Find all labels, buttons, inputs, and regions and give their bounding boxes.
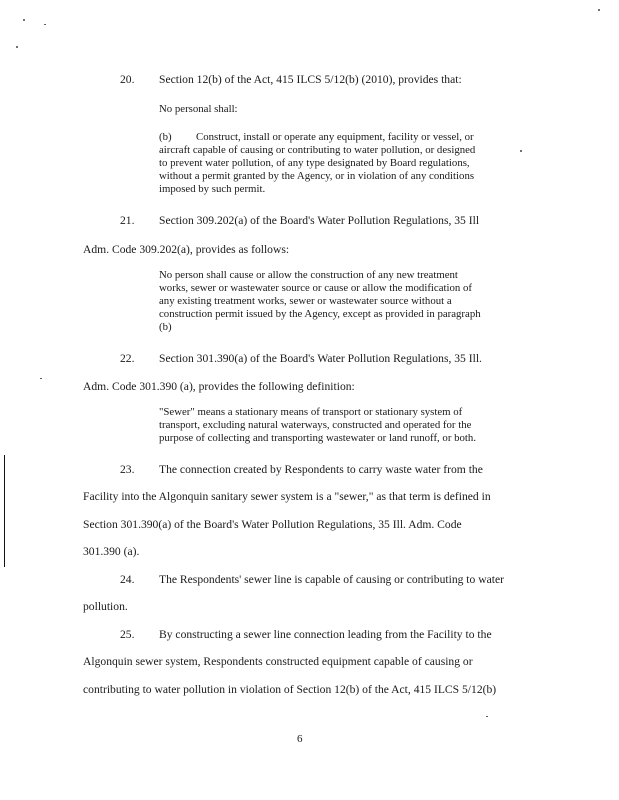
paragraph-number: 21. [120, 214, 135, 227]
paragraph-text: Adm. Code 309.202(a), provides as follows: [83, 243, 290, 256]
scan-speck [16, 46, 18, 48]
quote-line: Construct, install or operate any equipment, facility or vessel, or [196, 131, 474, 143]
page-number: 6 [297, 733, 303, 745]
scan-speck [44, 24, 46, 25]
quote-line: transport, excluding natural waterways, constructed and operated for the [159, 419, 472, 431]
quote-line: construction permit issued by the Agency, except as provided in paragraph [159, 308, 481, 320]
scan-speck [520, 150, 522, 152]
quote-line: works, sewer or wastewater source or cause or allow the modification of [159, 282, 472, 294]
paragraph-text: By constructing a sewer line connection leading from the Facility to the [159, 628, 492, 641]
paragraph-text: pollution. [83, 600, 128, 613]
quote-line: No person shall cause or allow the construction of any new treatment [159, 269, 458, 281]
paragraph-text: 301.390 (a). [83, 545, 140, 558]
paragraph-text: Section 301.390(a) of the Board's Water Pollution Regulations, 35 Ill. Adm. Code [83, 518, 462, 531]
quote-line: to prevent water pollution, of any type designated by Board regulations, [159, 157, 470, 169]
scan-speck [40, 378, 42, 379]
paragraph-text: Algonquin sewer system, Respondents constructed equipment capable of causing or [83, 655, 473, 668]
paragraph-text: Facility into the Algonquin sanitary sewer system is a "sewer," as that term is defined in [83, 490, 491, 503]
paragraph-text: Adm. Code 301.390 (a), provides the following definition: [83, 380, 355, 393]
paragraph-number: 22. [120, 352, 135, 365]
paragraph-text: contributing to water pollution in violation of Section 12(b) of the Act, 415 ILCS 5/12(b) [83, 683, 497, 696]
quote-line: "Sewer" means a stationary means of transport or stationary system of [159, 406, 463, 418]
quote-lead: No personal shall: [159, 103, 238, 115]
paragraph-number: 20. [120, 73, 135, 86]
quote-line: (b) [159, 321, 172, 333]
scan-speck [598, 9, 600, 11]
quote-line: aircraft capable of causing or contributing to water pollution, or designed [159, 144, 476, 156]
paragraph-text: Section 301.390(a) of the Board's Water Pollution Regulations, 35 Ill. [159, 352, 482, 365]
scan-edge-mark [4, 455, 5, 567]
scan-speck [23, 19, 25, 21]
paragraph-number: 24. [120, 573, 135, 586]
paragraph-text: The connection created by Respondents to carry waste water from the [159, 463, 483, 476]
quote-item-label: (b) [159, 131, 172, 143]
paragraph-text: The Respondents' sewer line is capable of causing or contributing to water [159, 573, 504, 586]
quote-line: without a permit granted by the Agency, or in violation of any conditions [159, 170, 475, 182]
paragraph-number: 25. [120, 628, 135, 641]
quote-line: purpose of collecting and transporting wastewater or land runoff, or both. [159, 432, 477, 444]
paragraph-text: Section 12(b) of the Act, 415 ILCS 5/12(b) (2010), provides that: [159, 73, 462, 86]
quote-line: any existing treatment works, sewer or wastewater source without a [159, 295, 452, 307]
paragraph-text: Section 309.202(a) of the Board's Water Pollution Regulations, 35 Ill [159, 214, 480, 227]
quote-line: imposed by such permit. [159, 183, 266, 195]
scan-speck [486, 716, 488, 717]
paragraph-number: 23. [120, 463, 135, 476]
